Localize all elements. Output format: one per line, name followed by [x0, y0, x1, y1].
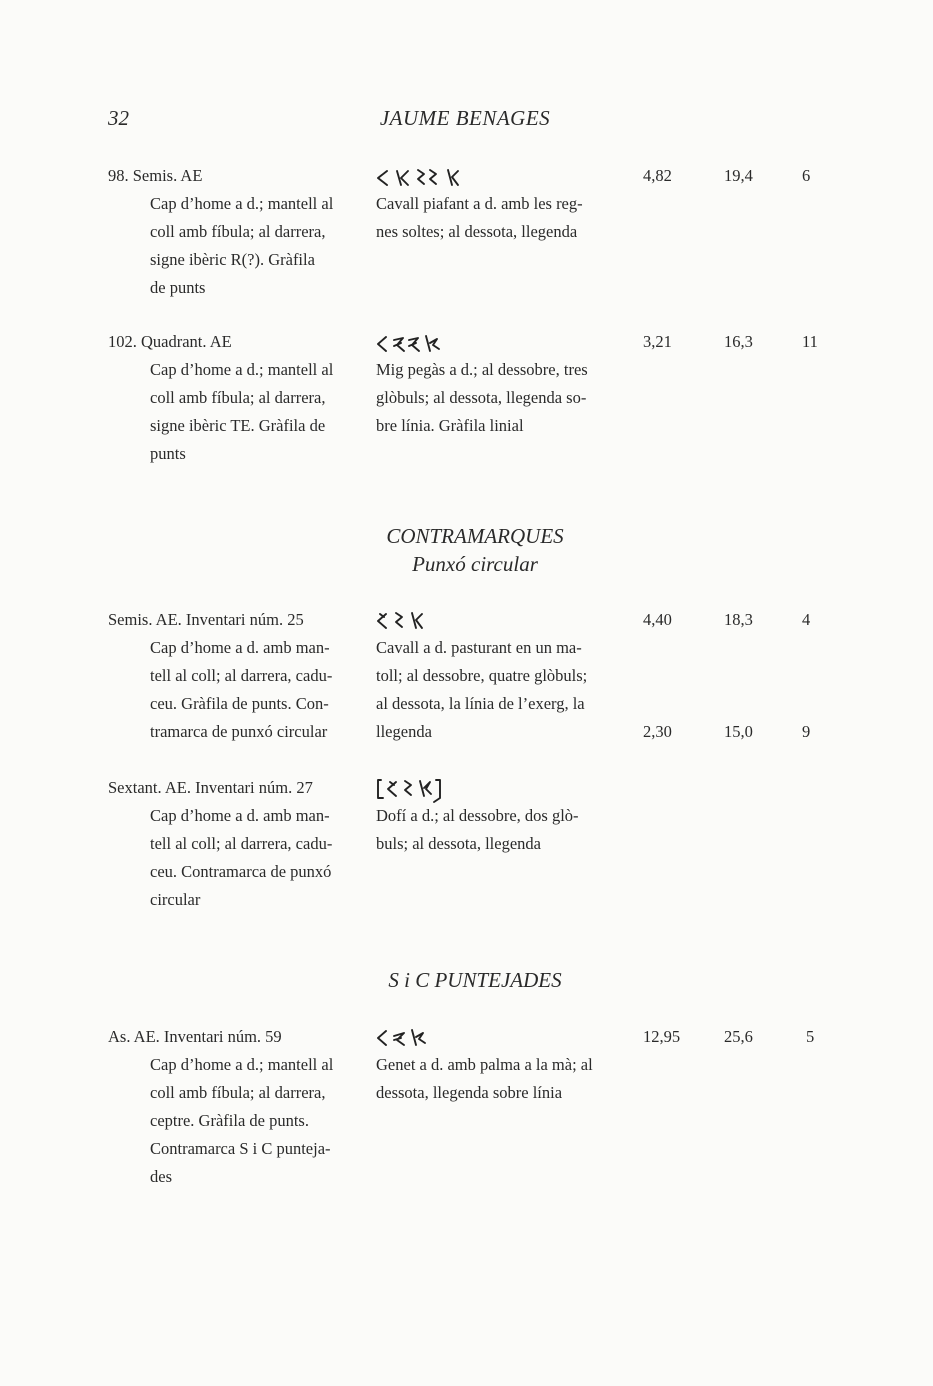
axis-value: 5 [806, 1027, 815, 1046]
weight-value: 4,82 [643, 166, 672, 185]
obverse-description: signe ibèric TE. Gràfila de [150, 416, 326, 435]
reverse-description: al dessota, la línia de l’exerg, la [376, 694, 585, 713]
obverse-description: circular [150, 890, 201, 909]
weight-value: 4,40 [643, 610, 672, 629]
entry-heading: 98. Semis. AE [108, 166, 203, 185]
diameter-value: 16,3 [724, 332, 753, 351]
obverse-description: Cap d’home a d.; mantell al [150, 194, 334, 213]
reverse-description: buls; al dessota, llegenda [376, 834, 541, 853]
weight-value: 2,30 [643, 722, 672, 741]
obverse-description: ceptre. Gràfila de punts. [150, 1111, 309, 1130]
reverse-description: Dofí a d.; al dessobre, dos glò- [376, 806, 579, 825]
obverse-description: coll amb fíbula; al darrera, [150, 222, 326, 241]
weight-value: 3,21 [643, 332, 672, 351]
diameter-value: 25,6 [724, 1027, 753, 1046]
obverse-description: Cap d’home a d. amb man- [150, 638, 330, 657]
weight-value: 12,95 [643, 1027, 681, 1046]
reverse-description: Cavall piafant a d. amb les reg- [376, 194, 583, 213]
obverse-description: coll amb fíbula; al darrera, [150, 388, 326, 407]
reverse-description: Mig pegàs a d.; al dessobre, tres [376, 360, 588, 379]
axis-value: 9 [802, 722, 811, 741]
reverse-description: llegenda [376, 722, 432, 741]
iberian-legend-icon [376, 332, 446, 358]
obverse-description: Cap d’home a d.; mantell al [150, 1055, 334, 1074]
iberian-legend-icon [376, 609, 436, 635]
entry-heading: Semis. AE. Inventari núm. 25 [108, 610, 304, 629]
reverse-description: Genet a d. amb palma a la mà; al [376, 1055, 593, 1074]
obverse-description: ceu. Gràfila de punts. Con- [150, 694, 329, 713]
obverse-description: punts [150, 444, 186, 463]
obverse-description: tell al coll; al darrera, cadu- [150, 666, 333, 685]
section-title: S i C PUNTEJADES [388, 968, 562, 992]
obverse-description: des [150, 1167, 172, 1186]
obverse-description: Contramarca S i C punteja- [150, 1139, 331, 1158]
running-head: JAUME BENAGES [379, 106, 551, 130]
entry-heading: Sextant. AE. Inventari núm. 27 [108, 778, 313, 797]
section-title: CONTRAMARQUES [386, 524, 564, 548]
section-subtitle: Punxó circular [412, 552, 538, 576]
obverse-description: Cap d’home a d. amb man- [150, 806, 330, 825]
diameter-value: 18,3 [724, 610, 753, 629]
obverse-description: ceu. Contramarca de punxó [150, 862, 332, 881]
reverse-description: nes soltes; al dessota, llegenda [376, 222, 578, 241]
iberian-legend-icon [376, 1026, 436, 1052]
axis-value: 4 [802, 610, 811, 629]
reverse-description: dessota, llegenda sobre línia [376, 1083, 563, 1102]
reverse-description: glòbuls; al dessota, llegenda so- [376, 388, 587, 407]
bracketed-iberian-legend-icon [376, 776, 446, 802]
obverse-description: coll amb fíbula; al darrera, [150, 1083, 326, 1102]
obverse-description: tell al coll; al darrera, cadu- [150, 834, 333, 853]
page-number: 32 [108, 106, 129, 130]
axis-value: 11 [802, 332, 818, 351]
obverse-description: signe ibèric R(?). Gràfila [150, 250, 315, 269]
entry-heading: 102. Quadrant. AE [108, 332, 232, 351]
reverse-description: toll; al dessobre, quatre glòbuls; [376, 666, 588, 685]
iberian-legend-icon [376, 166, 466, 192]
entry-heading: As. AE. Inventari núm. 59 [108, 1027, 282, 1046]
diameter-value: 19,4 [724, 166, 753, 185]
reverse-description: bre línia. Gràfila linial [376, 416, 524, 435]
reverse-description: Cavall a d. pasturant en un ma- [376, 638, 582, 657]
axis-value: 6 [802, 166, 811, 185]
obverse-description: de punts [150, 278, 206, 297]
obverse-description: tramarca de punxó circular [150, 722, 328, 741]
obverse-description: Cap d’home a d.; mantell al [150, 360, 334, 379]
diameter-value: 15,0 [724, 722, 753, 741]
